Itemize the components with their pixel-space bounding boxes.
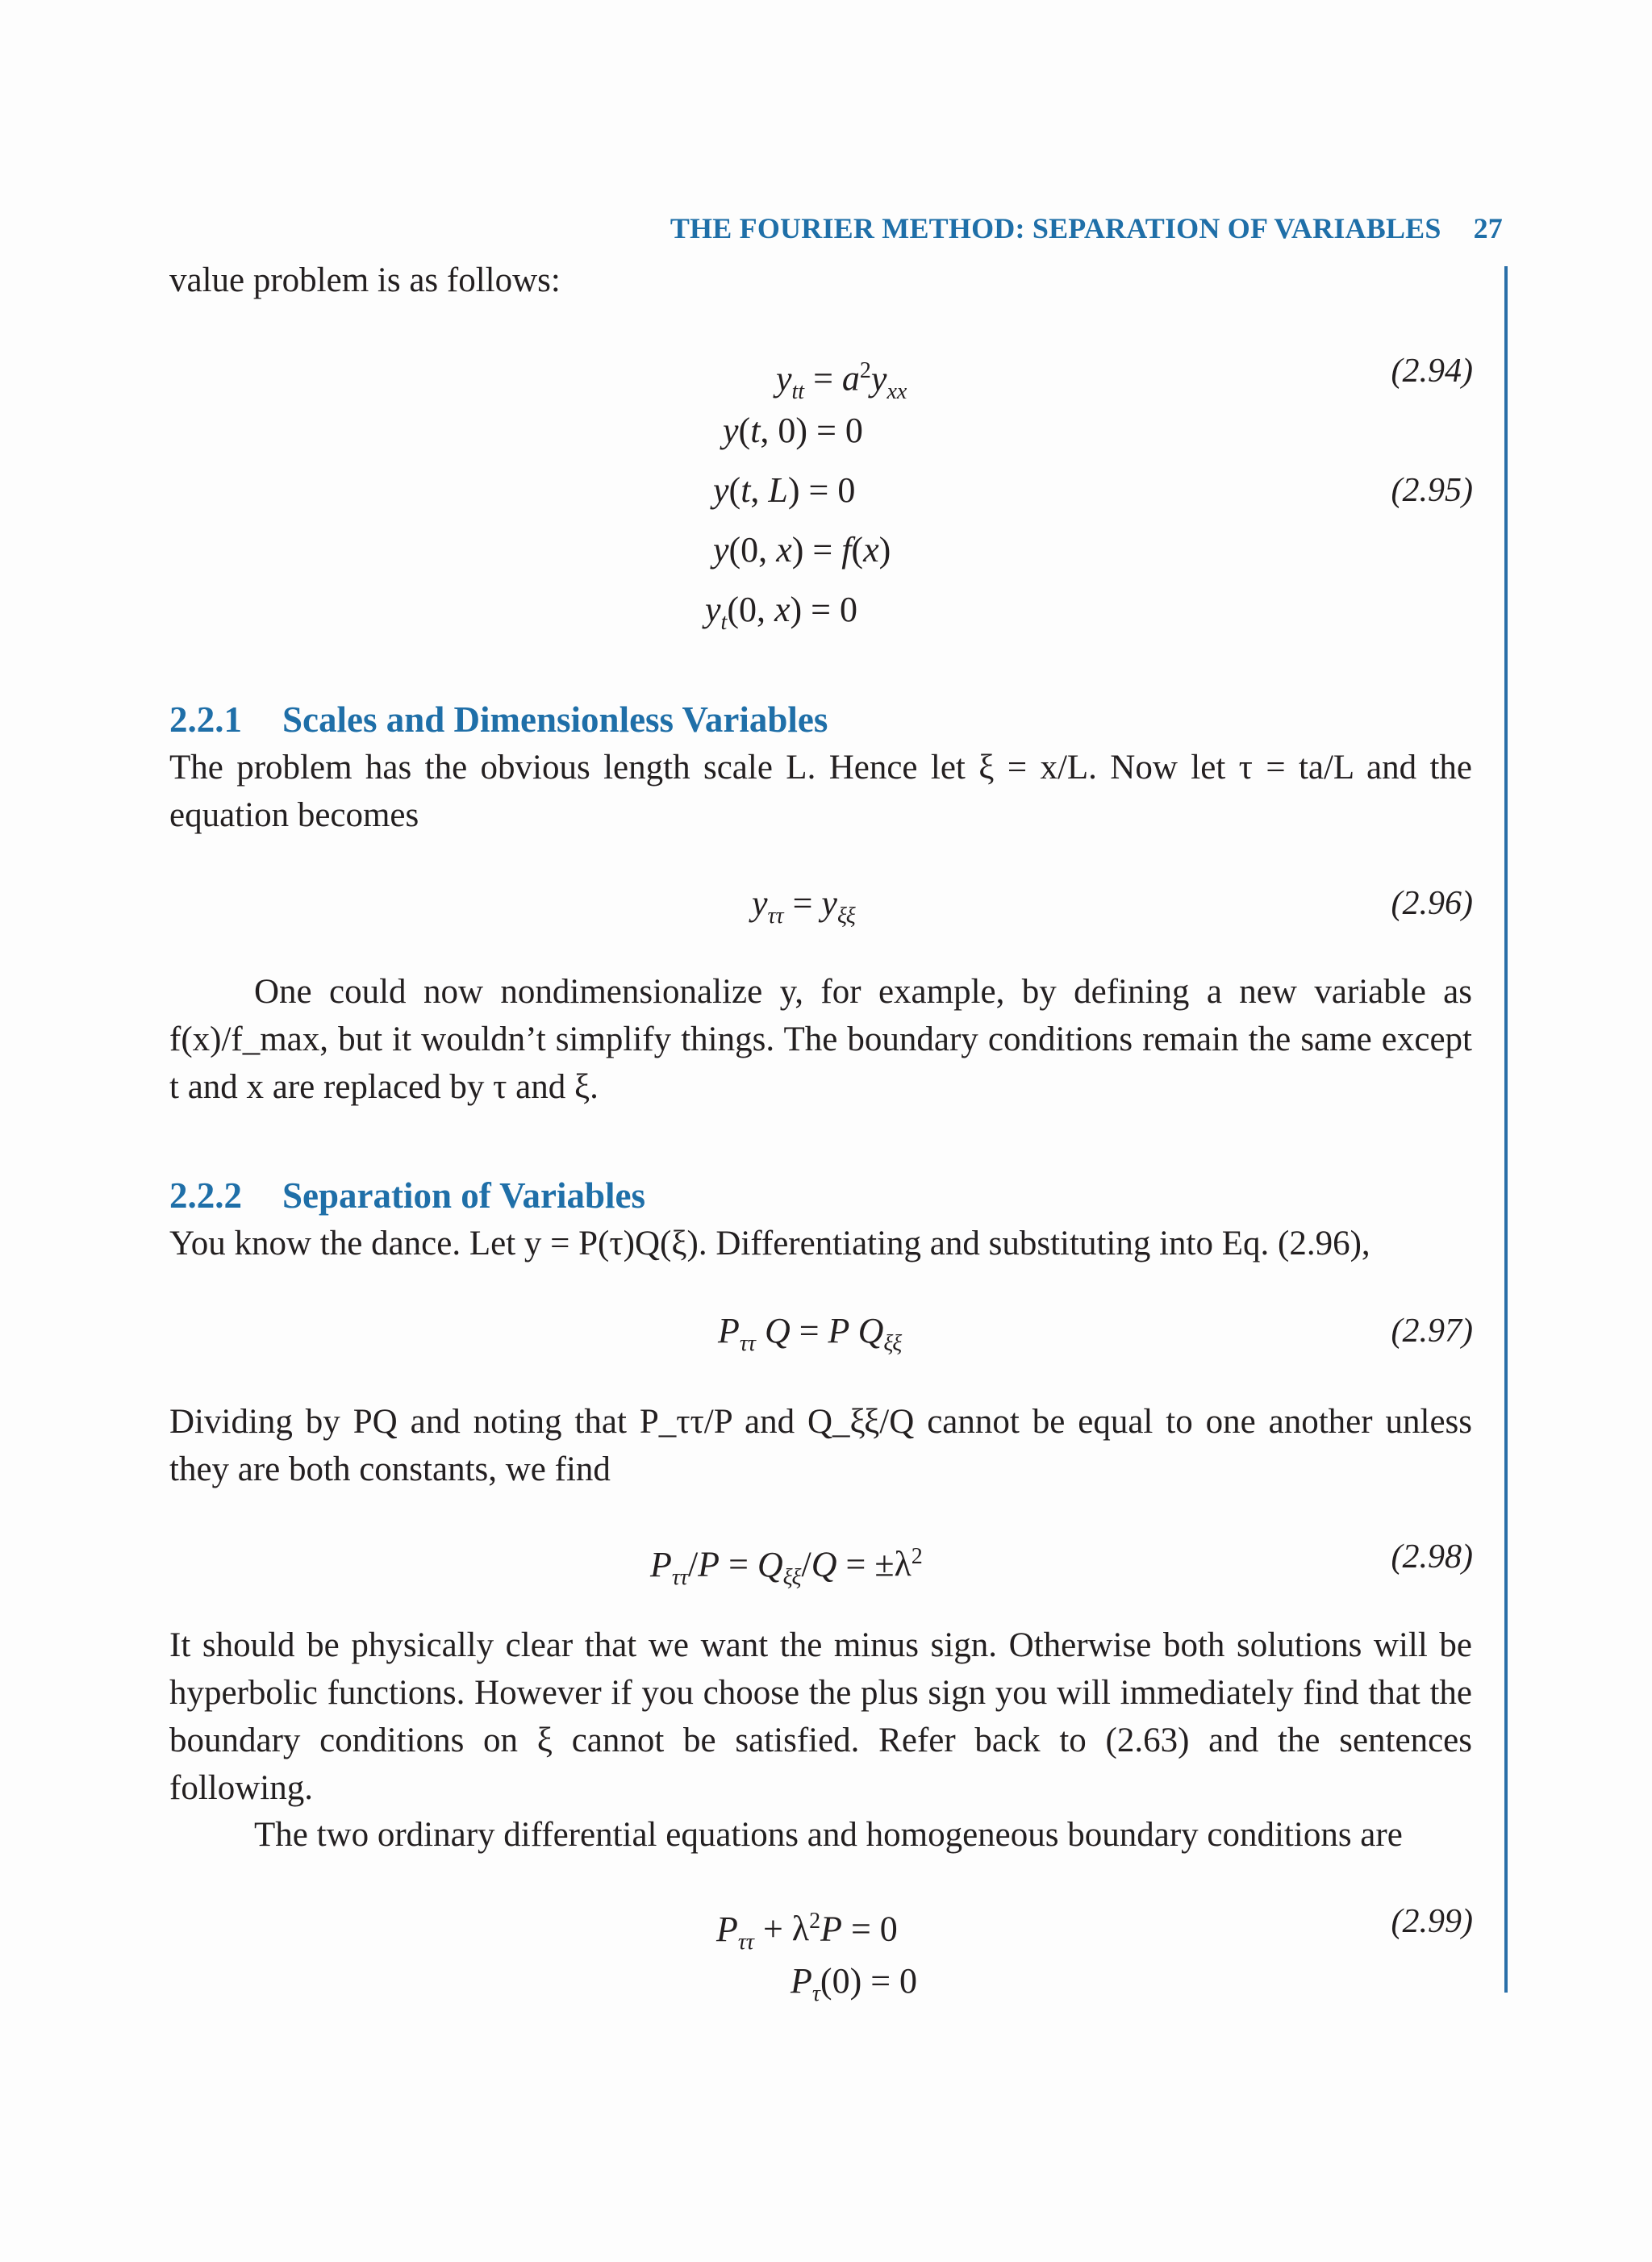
ic-y-0-x: y(0, x) = f(x) (713, 530, 891, 570)
header-title: THE FOURIER METHOD: SEPARATION OF VARIABLES (670, 212, 1441, 244)
margin-rule (1504, 266, 1508, 1993)
eqnum-2-97: (2.97) (1391, 1313, 1473, 1350)
running-header (670, 208, 1503, 248)
equation-2-99: $P_{\tau\tau} + \lambda^2P = 0$ (716, 1909, 898, 1955)
section-title: Scales and Dimensionless Variables (282, 699, 828, 740)
eqnum-2-96: (2.96) (1391, 885, 1473, 922)
page-number: 27 (1473, 212, 1503, 244)
paragraph-1: The problem has the obvious length scale L. Hence let ξ = x/L. Now let τ = ta/L and the equation becomes (169, 749, 1472, 834)
section-heading-2-2-2 (169, 1171, 645, 1220)
paragraph-5: It should be physically clear that we want the minus sign. Otherwise both solutions will be hyperbolic functions. However if you choose the plus sign you will immediately find that the boundary conditions on ξ cannot be satisfied. Refer back to (2.63) and the sentences following. (169, 1626, 1472, 1807)
ic-yt-0-x: $y_t(0$, x) = 0 (705, 590, 857, 635)
bc-y-t-0: y(t, 0) = 0 (723, 411, 863, 450)
paragraph-6: The two ordinary differential equations and homogeneous boundary conditions are (254, 1816, 1403, 1854)
section-heading-2-2-1 (169, 695, 828, 744)
eqnum-2-94: (2.94) (1391, 353, 1473, 390)
equation-2-98: $P_{\tau\tau}/P = Q_{\xi\xi}/Q = \pm\lambda^2$ (650, 1544, 923, 1590)
bc-P-tau-0: $P_\tau(0) = 0$ (791, 1961, 918, 2006)
paragraph-3: You know the dance. Let y = P(τ)Q(ξ). Differentiating and substituting into Eq. (2.96), (169, 1225, 1370, 1262)
paragraph-2: One could now nondimensionalize y, for example, by defining a new variable as f(x)/f_max, but it wouldn’t simplify things. The boundary conditions remain the same except t and x are replaced by τ and ξ. (169, 973, 1472, 1106)
eqnum-2-99: (2.99) (1391, 1903, 1473, 1940)
equation-2-97: $P_{\tau\tau}$ Q = P $Q_{\xi\xi}$ (718, 1311, 903, 1356)
equation-2-94: $y_{tt} = a^2y_{xx}$ (776, 358, 907, 404)
section-number: 2.2.2 (169, 1175, 242, 1216)
section-title: Separation of Variables (282, 1175, 646, 1216)
paragraph-4: Dividing by PQ and noting that P_ττ/P and Q_ξξ/Q cannot be equal to one another unless they are both constants, we find (169, 1403, 1472, 1488)
eqnum-2-98: (2.98) (1391, 1538, 1473, 1575)
equation-2-96: $y_{\tau\tau} = y_{\xi\xi}$ (752, 883, 856, 929)
section-number: 2.2.1 (169, 699, 242, 740)
bc-y-t-L: y(t, L) = 0 (713, 470, 856, 510)
intro-text: value problem is as follows: (169, 261, 561, 299)
eqnum-2-95: (2.95) (1391, 472, 1473, 509)
